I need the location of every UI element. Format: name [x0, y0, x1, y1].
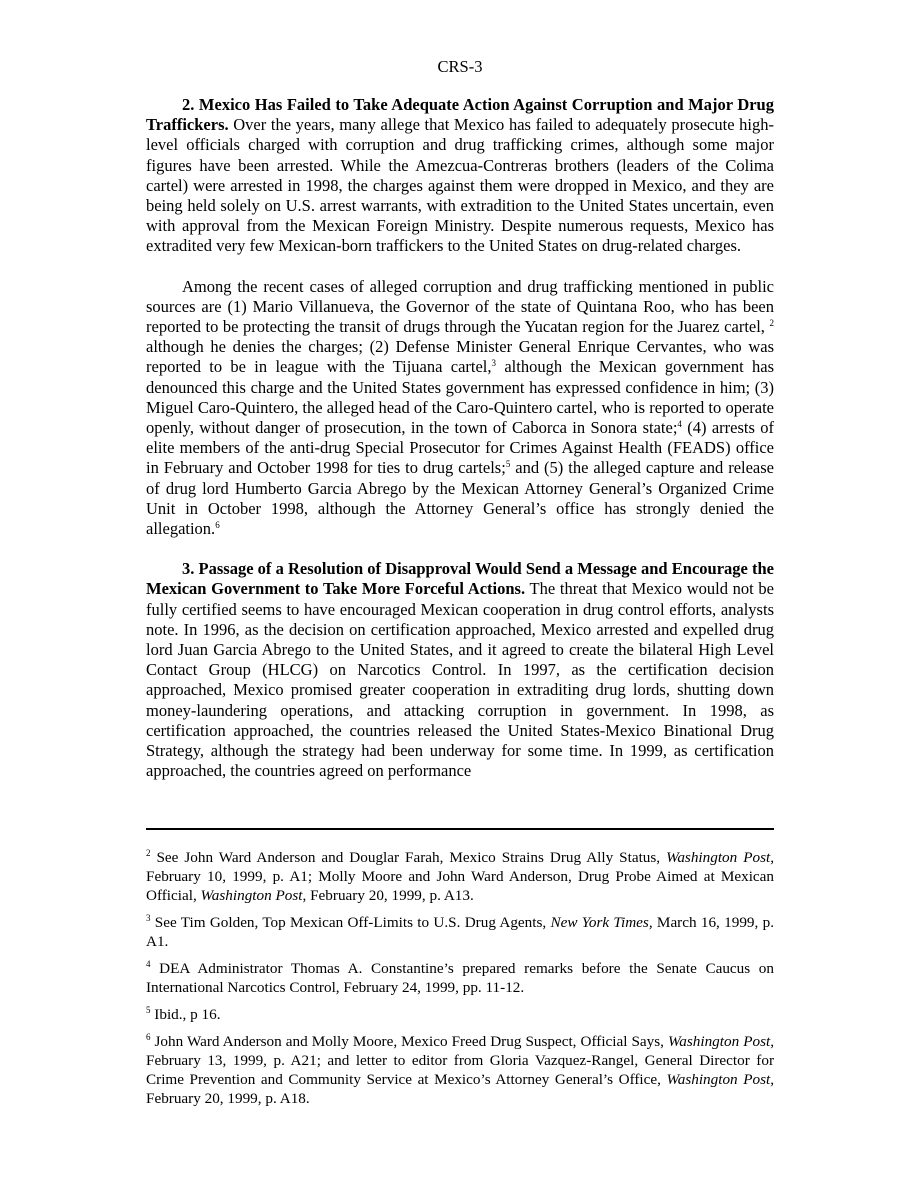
footnote-text: March 16, 1999, p. A1.: [146, 914, 775, 950]
paragraph-resolution-disapproval: [146, 559, 774, 781]
footnote-2: [146, 848, 774, 905]
footnote-reference[interactable]: 2: [769, 318, 774, 329]
footnote-text: See Tim Golden, Top Mexican Off-Limits to U.S. Drug Agents,: [150, 914, 551, 931]
paragraph-heading: 2. Mexico Has Failed to Take Adequate Action Against Corruption and Major Drug Traffickers.: [146, 95, 774, 135]
footnote-text: John Ward Anderson and Molly Moore, Mexico Freed Drug Suspect, Official Says,: [150, 1033, 669, 1050]
footnote-6: [146, 1032, 774, 1108]
paragraph-heading: 3. Passage of a Resolution of Disapproval Would Send a Message and Encourage the Mexican Government to Take More Forceful Actions.: [146, 559, 774, 599]
paragraph-mexico-failed-action: [146, 95, 774, 257]
body-text: [146, 95, 774, 802]
footnote-4: [146, 959, 774, 997]
publication-title: Washington Post,: [666, 849, 774, 866]
footnote-reference[interactable]: 6: [215, 520, 220, 531]
footnote-divider: [146, 828, 774, 830]
footnote-number: 6: [146, 1032, 151, 1042]
footnote-reference[interactable]: 3: [491, 358, 497, 369]
paragraph-text-segment: although the Mexican government has denounced this charge and the United States government has expressed confidence in him; (3) Miguel Caro-Quintero, the alleged head of the Caro-Quintero cartel, who is reported to operate openly, without danger of prosecution, in the town of Caborca in Sonora state;: [146, 357, 774, 438]
publication-title: Washington Post: [668, 1033, 771, 1050]
footnote-number: 2: [146, 848, 151, 858]
paragraph-text-segment: although he denies the charges; (2) Defense Minister General Enrique Cervantes, who was reported to be in league with the Tijuana cartel,: [146, 337, 774, 377]
paragraph-corruption-cases: [146, 277, 774, 540]
footnote-5: [146, 1005, 774, 1024]
footnote-number: 4: [146, 959, 151, 969]
footnote-text: February 10, 1999, p. A1; Molly Moore and John Ward Anderson, Drug Probe Aimed at Mexican Official,: [146, 868, 774, 904]
footnote-text: See John Ward Anderson and Douglar Farah, Mexico Strains Drug Ally Status,: [150, 849, 667, 866]
footnote-number: 5: [146, 1005, 151, 1015]
publication-title: Washington Post: [200, 887, 303, 904]
paragraph-text-segment: Among the recent cases of alleged corruption and drug trafficking mentioned in public sources are (1) Mario Villanueva, the Governor of the state of Quintana Roo, who has been reported to be protecting the transit of drugs through the Yucatan region for the Juarez cartel,: [146, 276, 774, 337]
footnote-number: 3: [146, 913, 151, 923]
footnote-text: , February 20, 1999, p. A13.: [302, 887, 474, 904]
footnote-3: [146, 913, 774, 951]
footnote-text: DEA Administrator Thomas A. Constantine’s prepared remarks before the Senate Caucus on International Narcotics Control, February 24, 1999, pp. 11-12.: [146, 960, 774, 996]
footnote-reference[interactable]: 4: [677, 419, 682, 430]
footnote-reference[interactable]: 5: [505, 459, 511, 470]
page-number-header: CRS-3: [437, 57, 483, 76]
footnotes-section: [146, 848, 774, 1116]
paragraph-text-segment: and (5) the alleged capture and release of drug lord Humberto Garcia Abrego by the Mexican Attorney General’s Organized Crime Unit in October 1998, although the Attorney General’s office has strongly denied the allegation.: [146, 458, 775, 539]
footnote-text: , February 13, 1999, p. A21; and letter to editor from Gloria Vazquez-Rangel, General Director for Crime Prevention and Community Service at Mexico’s Attorney General’s Office,: [146, 1033, 775, 1088]
publication-title: Washington Post: [666, 1071, 771, 1088]
paragraph-text-segment: (4) arrests of elite members of the anti-drug Special Prosecutor for Crimes Against Health (FEADS) office in February and October 1998 for ties to drug cartels;: [146, 418, 774, 478]
footnote-text: Ibid., p 16.: [150, 1006, 221, 1023]
paragraph-body: The threat that Mexico would not be fully certified seems to have encouraged Mexican cooperation in drug control efforts, analysts note. In 1996, as the decision on certification approached, Mexico arrested and expelled drug lord Juan Garcia Abrego to the United States, and it agreed to create the bilateral High Level Contact Group (HLCG) on Narcotics Control. In 1997, as the certification decision approached, Mexico promised greater cooperation in extraditing drug lords, shutting down money-laundering operations, and attacking corruption in government. In 1998, as certification approached, the countries released the United States-Mexico Binational Drug Strategy, although the strategy had been underway for some time. In 1999, as certification approached, the countries agreed on performance: [146, 579, 775, 781]
paragraph-body: Over the years, many allege that Mexico has failed to adequately prosecute high-level officials charged with corruption and drug trafficking crimes, although some major figures have been arrested. While the Amezcua-Contreras brothers (leaders of the Colima cartel) were arrested in 1998, the charges against them were dropped in Mexico, and they are being held solely on U.S. arrest warrants, with extradition to the United States uncertain, even with approval from the Mexican Foreign Ministry. Despite numerous requests, Mexico has extradited very few Mexican-born traffickers to the United States on drug-related charges.: [146, 115, 774, 256]
footnote-text: , February 20, 1999, p. A18.: [146, 1071, 775, 1107]
publication-title: New York Times,: [550, 914, 653, 931]
